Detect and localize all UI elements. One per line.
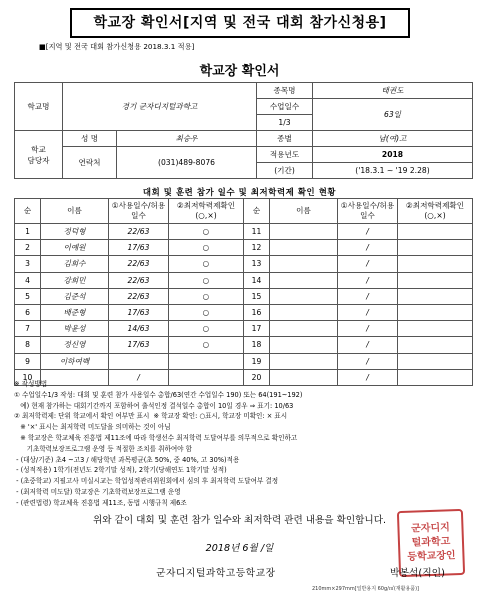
note-line: - (초중학교) 지필고사 미실시교는 학업성적관리위원회에서 심의 후 최저학력 도달여부 결정 — [14, 477, 279, 486]
name-label: 성 명 — [63, 131, 117, 147]
student-name: 정신영 — [41, 337, 109, 353]
row-number: 8 — [15, 337, 41, 353]
academic-check: ○ — [169, 337, 244, 353]
note-line: - (대상/기준) 초4 ~고3 / 해당학년 과목평균(초 50%, 중 40%, 고 30%)적용 — [14, 455, 240, 464]
days-used: 22/63 — [109, 224, 169, 240]
student-name — [270, 224, 338, 240]
sport-label: 종목명 — [257, 83, 313, 99]
days-used: / — [338, 337, 398, 353]
days-used: / — [338, 256, 398, 272]
student-name — [270, 353, 338, 369]
table-row — [15, 224, 473, 240]
days-used: / — [338, 240, 398, 256]
days-used: 17/63 — [109, 240, 169, 256]
student-name: 김준석 — [41, 288, 109, 304]
row-number: 14 — [244, 272, 270, 288]
header-num: 순 — [15, 199, 41, 224]
paper-spec-footer: 210mm×297mm[일반용지 60g/㎡(재활용품)] — [312, 586, 420, 592]
academic-check — [398, 321, 473, 337]
days-used: 22/63 — [109, 256, 169, 272]
academic-check: ○ — [169, 304, 244, 320]
table-row — [15, 288, 473, 304]
row-number: 4 — [15, 272, 41, 288]
year-label-line1: 적용년도 — [257, 147, 313, 163]
table-row — [15, 240, 473, 256]
row-number: 3 — [15, 256, 41, 272]
class-days-label: 수업일수 — [257, 99, 313, 115]
days-used: / — [338, 304, 398, 320]
row-number: 17 — [244, 321, 270, 337]
student-name — [270, 272, 338, 288]
note-line: - (최저학력 미도달) 학교장은 기초학력보장프로그램 운영 — [14, 487, 181, 496]
class-days-value: 63일 — [313, 99, 473, 131]
days-used: / — [338, 224, 398, 240]
student-name: 이예원 — [41, 240, 109, 256]
note-line: - (성적적용) 1학기(전년도 2학기말 성적), 2학기(당해연도 1학기말 성적) — [14, 466, 227, 475]
row-number: 11 — [244, 224, 270, 240]
academic-check — [398, 304, 473, 320]
days-used — [109, 353, 169, 369]
row-number: 15 — [244, 288, 270, 304]
academic-check — [398, 224, 473, 240]
note-line: ② 최저학력제: 단위 학교에서 확인 여부만 표시 ※ 학교장 확인: ○표시, 학교장 미확인: × 표시 — [14, 412, 288, 421]
school-label: 학교명 — [15, 83, 63, 131]
days-used: 22/63 — [109, 272, 169, 288]
student-name — [270, 288, 338, 304]
note-line: ※ 학교장은 학교체육 진흥법 제11조에 따라 학생선수 최저학력 도달여부를 의무적으로 확인하고 — [14, 433, 298, 442]
class-days-ratio: 1/3 — [257, 115, 313, 131]
student-name: 박윤성 — [41, 321, 109, 337]
school-signer: 군자디지털과학고등학교장 — [156, 568, 276, 579]
principal-signature: 박봉석(직인) — [390, 568, 445, 579]
confirmation-statement: 위와 같이 대회 및 훈련 참가 일수와 최저학력 관련 내용을 확인합니다. — [92, 515, 387, 526]
student-name — [270, 256, 338, 272]
school-name: 경기 군자디지털과학고 — [63, 83, 257, 131]
row-number: 1 — [15, 224, 41, 240]
manager-label — [15, 131, 63, 179]
table-row — [15, 272, 473, 288]
row-number: 20 — [244, 369, 270, 385]
days-used: / — [338, 369, 398, 385]
days-used: / — [338, 272, 398, 288]
academic-check: ○ — [169, 224, 244, 240]
academic-check — [398, 288, 473, 304]
note-line: ※ 작성방법 — [14, 380, 48, 388]
academic-check: ○ — [169, 240, 244, 256]
row-number: 9 — [15, 353, 41, 369]
manager-label-line1: 학교 — [31, 144, 46, 154]
year-value: 2018 — [313, 147, 473, 163]
row-number: 16 — [244, 304, 270, 320]
row-number: 12 — [244, 240, 270, 256]
header-name: 이름 — [41, 199, 109, 224]
row-number: 10 — [15, 369, 41, 385]
student-name — [270, 304, 338, 320]
school-info-table — [14, 82, 473, 179]
instructions — [14, 379, 476, 509]
document-title: 학교장 확인서 — [199, 64, 280, 79]
days-used: / — [109, 369, 169, 385]
academic-check — [169, 353, 244, 369]
gender-value: 남(여)고 — [313, 131, 473, 147]
academic-check — [398, 256, 473, 272]
student-name — [270, 337, 338, 353]
academic-check — [398, 337, 473, 353]
row-number: 2 — [15, 240, 41, 256]
header-name: 이름 — [270, 199, 338, 224]
row-number: 18 — [244, 337, 270, 353]
note-line: 기초학력보장프로그램 운영 등 적절한 조치를 취하여야 함 — [14, 444, 193, 453]
note-line: 예) 현재 참가하는 대회기간까지 포함하여 출석인정 결석일수 총합이 10일 경우 ⇒ 표기: 10/63 — [14, 401, 294, 410]
note-line: ① 수업일수1/3 작성: 대회 및 훈련 참가 사용일수 총합/63(연간 수업일수 190) 또는 64(191~192) — [14, 390, 303, 399]
official-seal: 군자디지 털과학고 등학교장 인 — [397, 509, 465, 577]
table-row — [15, 304, 473, 320]
days-used: 17/63 — [109, 337, 169, 353]
manager-label-line2: 담당자 — [27, 155, 50, 165]
section-title: 대회 및 훈련 참가 일수 및 최저학력제 확인 현황 — [142, 187, 337, 197]
academic-check — [398, 272, 473, 288]
student-name: 정덕형 — [41, 224, 109, 240]
header-min-academic: ②최저학력제확인(○,×) — [169, 199, 244, 224]
row-number: 19 — [244, 353, 270, 369]
student-name: 이하여백 — [41, 353, 109, 369]
row-number: 13 — [244, 256, 270, 272]
date: 2018년 6월 /일 — [205, 543, 274, 554]
table-row — [15, 321, 473, 337]
contact-label: 연락처 — [63, 147, 117, 179]
table-row — [15, 353, 473, 369]
academic-check: ○ — [169, 321, 244, 337]
days-used: / — [338, 288, 398, 304]
academic-check — [398, 353, 473, 369]
manager-name: 최승우 — [117, 131, 257, 147]
academic-check: ○ — [169, 256, 244, 272]
academic-check: ○ — [169, 272, 244, 288]
days-used: / — [338, 321, 398, 337]
table-row — [15, 256, 473, 272]
header-num: 순 — [244, 199, 270, 224]
student-name: 강희민 — [41, 272, 109, 288]
sport-value: 태권도 — [313, 83, 473, 99]
form-version-note: ■[지역 및 전국 대회 참가신청용 2018.3.1 적용] — [39, 42, 195, 51]
days-used: 17/63 — [109, 304, 169, 320]
student-name — [270, 240, 338, 256]
participation-table — [14, 198, 473, 386]
student-name: 김희수 — [41, 256, 109, 272]
academic-check: ○ — [169, 288, 244, 304]
header-days: ①사용일수/허용일수 — [338, 199, 398, 224]
table-row — [15, 337, 473, 353]
days-used: 14/63 — [109, 321, 169, 337]
year-period: ('18.3.1 ~ '19 2.28) — [313, 163, 473, 179]
header-min-academic: ②최저학력제확인(○,×) — [398, 199, 473, 224]
student-name: 배준형 — [41, 304, 109, 320]
year-label-line2: (기간) — [257, 163, 313, 179]
gender-label: 종별 — [257, 131, 313, 147]
student-name — [270, 321, 338, 337]
row-number: 6 — [15, 304, 41, 320]
days-used: / — [338, 353, 398, 369]
row-number: 7 — [15, 321, 41, 337]
academic-check — [398, 240, 473, 256]
note-line: - (관련법령) 학교체육 진흥법 제11조, 동법 시행규칙 제6조 — [14, 498, 187, 507]
note-line: ※ '×' 표시는 최저학력 미도달을 의미하는 것이 아님 — [14, 423, 171, 432]
form-title: 학교장 확인서[지역 및 전국 대회 참가신청용] — [70, 8, 410, 38]
days-used: 22/63 — [109, 288, 169, 304]
row-number: 5 — [15, 288, 41, 304]
header-days: ①사용일수/허용일수 — [109, 199, 169, 224]
contact-value: (031)489-8076 — [117, 147, 257, 179]
